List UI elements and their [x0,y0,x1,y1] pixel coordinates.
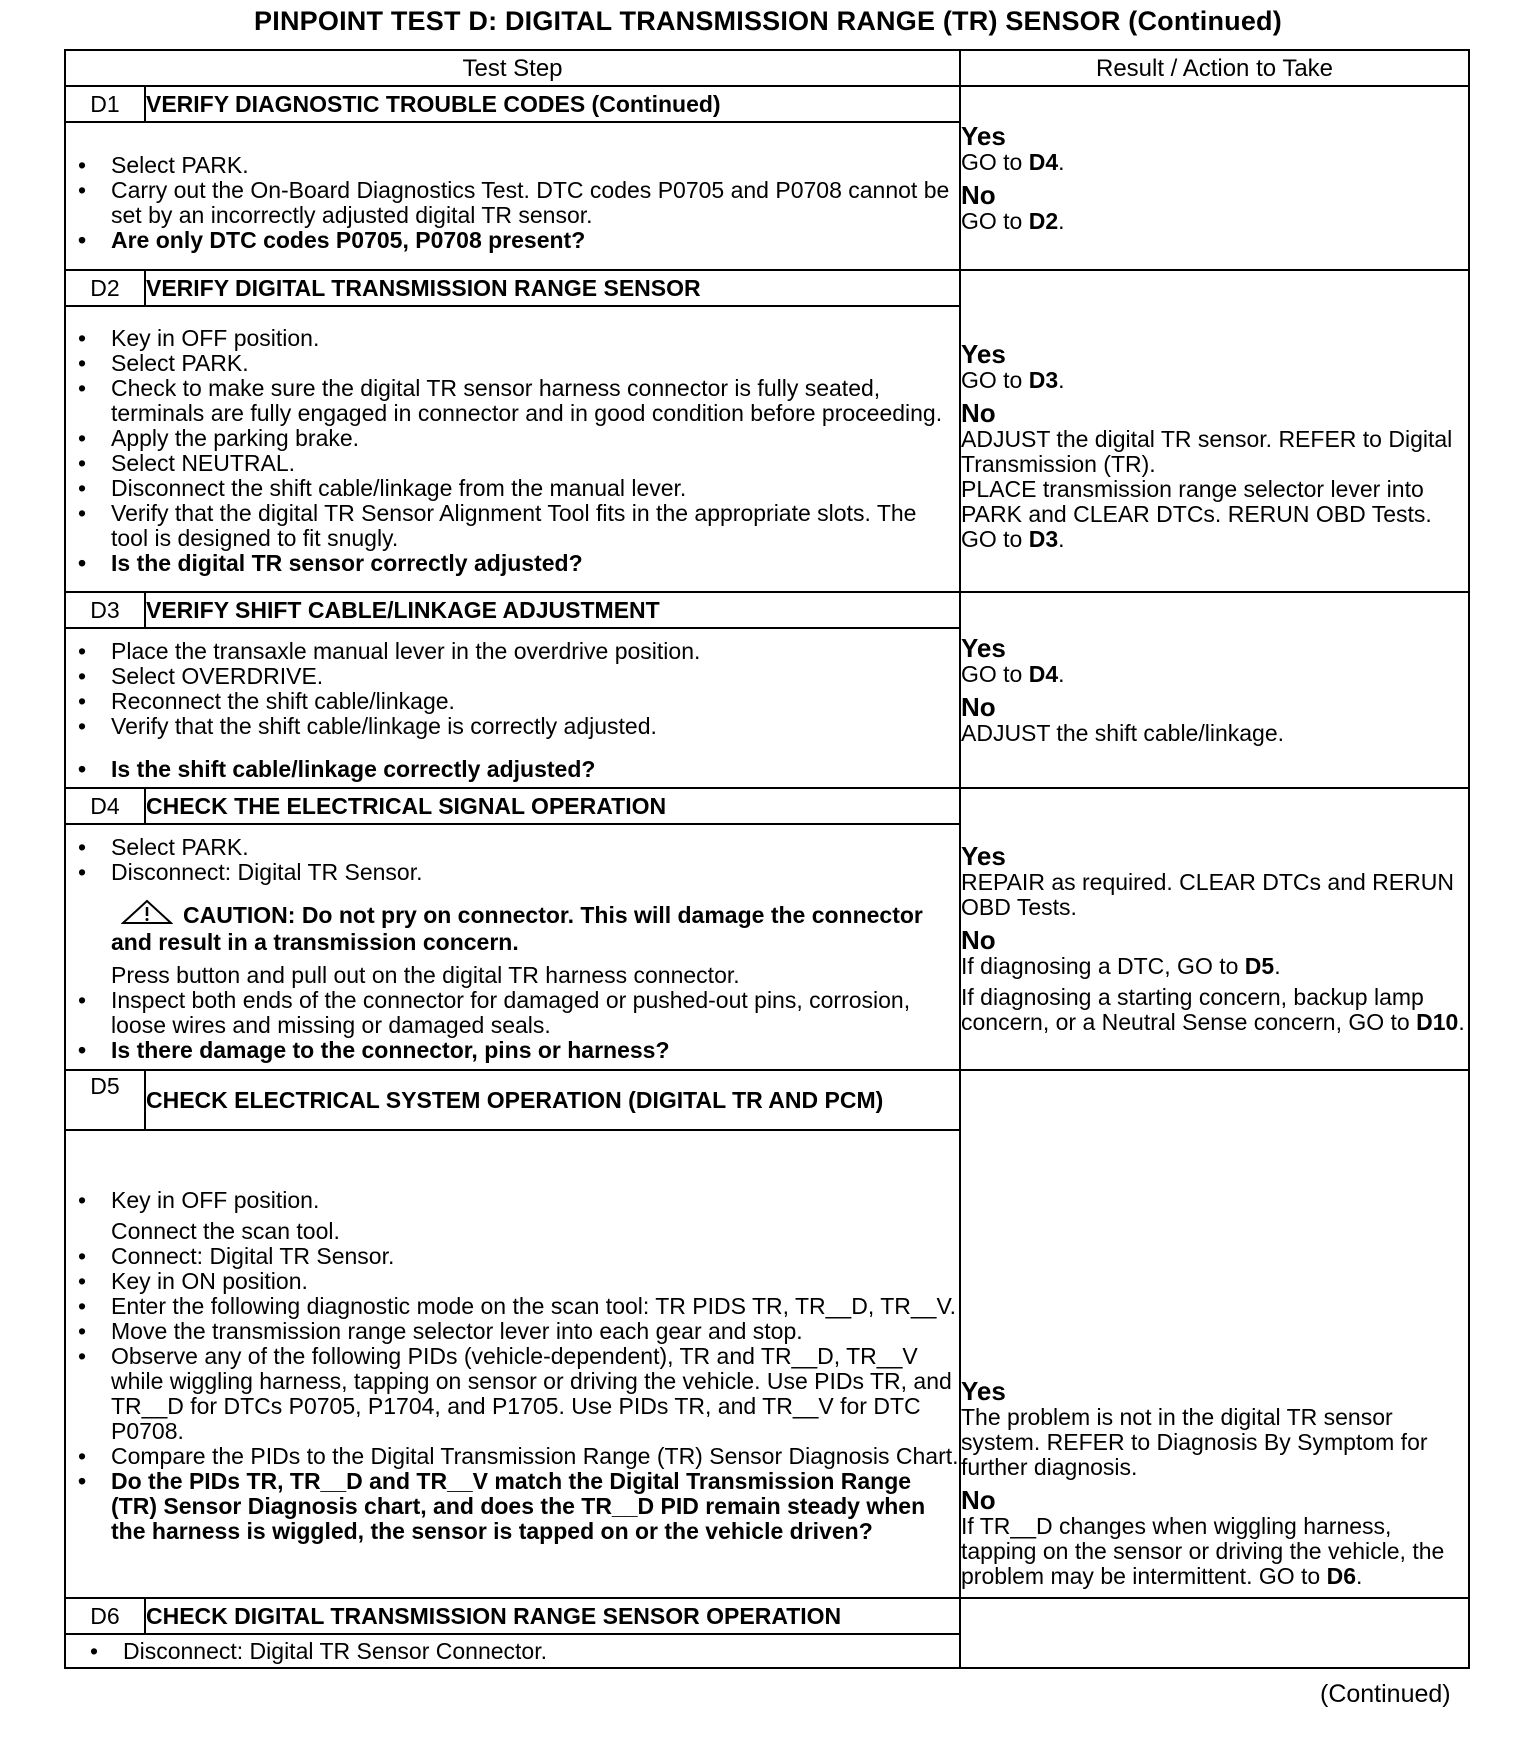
yes-label: Yes [961,339,1006,369]
step-d1-heading-row [65,86,1469,122]
list-item: • Compare the PIDs to the Digital Transmission Range (TR) Sensor Diagnosis Chart. [66,1444,959,1469]
step-question: • Do the PIDs TR, TR__D and TR__V match the Digital Transmission Range (TR) Sensor Diagnosis chart, and does the TR__D PID remain steady when the harness is wiggled, the sensor is tapped on or the vehicle driven? [66,1469,959,1544]
step-id: D6 [65,1598,145,1634]
yes-label: Yes [961,840,1006,871]
step-heading: CHECK ELECTRICAL SYSTEM OPERATION (DIGITAL TR AND PCM) [145,1070,960,1130]
step-d3-body [65,628,960,788]
step-instruction: Connect the scan tool. [111,1218,340,1244]
list-item: • Connect: Digital TR Sensor. [66,1244,959,1269]
no-label: No [961,1485,996,1515]
step-d5-result: Yes The problem is not in the digital TR sensor system. REFER to Diagnosis By Symptom for further diagnosis. No If TR__D changes when wiggling harness, tapping on the sensor or driving the vehicle, the problem may be intermittent. GO to D6. [960,1070,1469,1598]
step-d3-heading-row [65,592,1469,628]
step-heading: VERIFY DIAGNOSTIC TROUBLE CODES (Continued) [145,86,960,122]
step-d1-result: Yes GO to D4. No GO to D2. [960,86,1469,270]
caution-text: CAUTION: Do not pry on connector. This will damage the connector and result in a transmission concern. [111,902,923,955]
step-id: D4 [65,788,145,824]
no-label: No [961,924,996,955]
step-id: D1 [65,86,145,122]
step-d2-body [65,306,960,592]
step-d4-result: Yes REPAIR as required. CLEAR DTCs and RERUN OBD Tests. No If diagnosing a DTC, GO to D5. If diagnosing a starting concern, backup lamp concern, or a Neutral Sense concern, GO to D10. [960,788,1469,1070]
step-d4-body [65,824,960,1070]
step-d5-body [65,1130,960,1598]
step-d2-heading-row [65,270,1469,306]
step-question: • Is the digital TR sensor correctly adjusted? [66,551,959,576]
list-item: • Select PARK. [66,351,959,376]
step-d6-body [65,1634,960,1668]
step-heading: CHECK DIGITAL TRANSMISSION RANGE SENSOR OPERATION [145,1598,960,1634]
step-d2-result: Yes GO to D3. No ADJUST the digital TR sensor. REFER to Digital Transmission (TR). PLACE transmission range selector lever into PARK and CLEAR DTCs. RERUN OBD Tests. GO to D3. [960,270,1469,592]
list-item: • Carry out the On-Board Diagnostics Test. DTC codes P0705 and P0708 cannot be set by an incorrectly adjusted digital TR sensor. [66,178,959,228]
pinpoint-test-table [64,49,1470,1669]
caution-note [66,899,959,955]
list-item: • Key in OFF position. [66,326,959,351]
continued-label: (Continued) [1320,1680,1451,1708]
no-label: No [961,180,996,210]
step-heading: VERIFY DIGITAL TRANSMISSION RANGE SENSOR [145,270,960,306]
list-item: • Select PARK. [66,835,959,860]
table-header-row [65,50,1469,86]
list-item: • Inspect both ends of the connector for damaged or pushed-out pins, corrosion, loose wires and missing or damaged seals. [66,988,959,1038]
step-question: • Is the shift cable/linkage correctly adjusted? [66,757,959,782]
step-instruction: Press button and pull out on the digital TR harness connector. [111,962,740,988]
page-title: PINPOINT TEST D: DIGITAL TRANSMISSION RANGE (TR) SENSOR (Continued) [254,6,1282,36]
step-id: D3 [65,592,145,628]
step-id: D5 [65,1070,145,1130]
yes-label: Yes [961,633,1006,663]
list-item: • Disconnect: Digital TR Sensor Connector. [78,1639,947,1664]
header-result: Result / Action to Take [960,50,1469,86]
list-item: • Key in ON position. [66,1269,959,1294]
list-item: • Place the transaxle manual lever in the overdrive position. [66,639,959,664]
yes-label: Yes [961,121,1006,151]
list-item: • Observe any of the following PIDs (vehicle-dependent), TR and TR__D, TR__V while wiggling harness, tapping on sensor or driving the vehicle. Use PIDs TR, and TR__D for DTCs P0705, P1704, and P1705. Use PIDs TR, and TR__V for DTC P0708. [66,1344,959,1444]
list-item: • Select PARK. [66,153,959,178]
step-d1-body [65,122,960,270]
yes-label: Yes [961,1376,1006,1406]
list-item: • Verify that the digital TR Sensor Alignment Tool fits in the appropriate slots. The tool is designed to fit snugly. [66,501,959,551]
step-question: • Is there damage to the connector, pins or harness? [66,1038,959,1063]
list-item: • Apply the parking brake. [66,426,959,451]
step-heading: VERIFY SHIFT CABLE/LINKAGE ADJUSTMENT [145,592,960,628]
list-item: • Select OVERDRIVE. [66,664,959,689]
warning-triangle-icon [121,899,173,930]
list-item: • Select NEUTRAL. [66,451,959,476]
step-heading: CHECK THE ELECTRICAL SIGNAL OPERATION [145,788,960,824]
list-item: • Disconnect: Digital TR Sensor. [66,860,959,885]
step-question: • Are only DTC codes P0705, P0708 present? [66,228,959,253]
step-id: D2 [65,270,145,306]
no-label: No [961,692,996,722]
list-item: • Reconnect the shift cable/linkage. [66,689,959,714]
no-label: No [961,398,996,428]
step-d4-heading-row [65,788,1469,824]
list-item: • Move the transmission range selector lever into each gear and stop. [66,1319,959,1344]
list-item: • Enter the following diagnostic mode on the scan tool: TR PIDS TR, TR__D, TR__V. [66,1294,959,1319]
list-item: • Verify that the shift cable/linkage is correctly adjusted. [66,714,959,739]
list-item: • Key in OFF position. [66,1188,959,1213]
header-test-step: Test Step [65,50,960,86]
step-d6-heading-row [65,1598,1469,1634]
step-d6-result [960,1598,1469,1668]
step-d3-result: Yes GO to D4. No ADJUST the shift cable/linkage. [960,592,1469,788]
list-item: • Disconnect the shift cable/linkage from the manual lever. [66,476,959,501]
list-item: • Check to make sure the digital TR sensor harness connector is fully seated, terminals are fully engaged in connector and in good condition before proceeding. [66,376,959,426]
step-d5-heading-row [65,1070,1469,1130]
